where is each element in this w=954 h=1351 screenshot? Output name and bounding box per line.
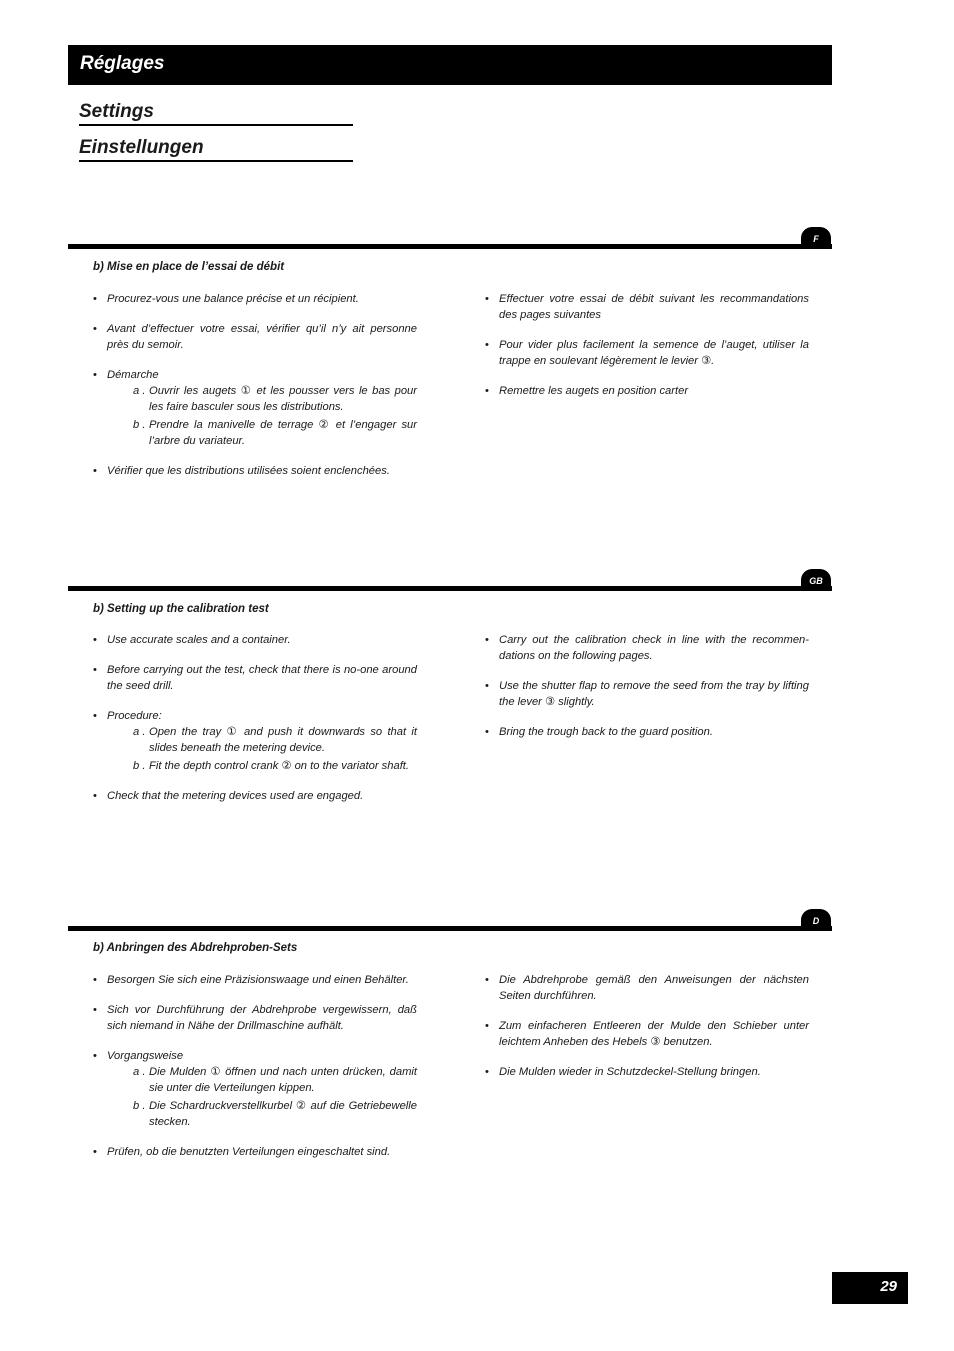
list-item: • Check that the metering devices used are engaged. xyxy=(93,790,364,802)
page-title: Réglages xyxy=(80,53,165,74)
list-item: • Die Abdrehprobe gemäß den Anweisungen der nächsten Seiten durchführen. xyxy=(485,974,809,1002)
list-item: • Besorgen Sie sich eine Präzisionswaage und einen Behälter. xyxy=(93,974,409,986)
list-item: • Démarche xyxy=(93,369,159,381)
list-item: • Effectuer votre essai de débit suivant les recommandations des pages suivantes xyxy=(485,293,809,321)
list-item: • Use accurate scales and a container. xyxy=(93,634,291,646)
list-item: • Avant d’effectuer votre essai, vérifier qu’il n’y ait personne près du semoir. xyxy=(93,323,417,351)
list-item: • Vérifier que les distributions utilisées soient enclenchées. xyxy=(93,465,390,477)
sub-step: b . Prendre la manivelle de terrage ② et l’engager sur l’arbre du variateur. xyxy=(133,419,417,447)
list-item: • Before carrying out the test, check that there is no-one around the seed drill. xyxy=(93,664,417,692)
sub-step: a . Open the tray ① and push it downwards so that it slides beneath the metering device. xyxy=(133,726,417,754)
section-rule-f xyxy=(68,244,832,249)
list-item: • Carry out the calibration check in line with the recommen-dations on the following pages. xyxy=(485,634,809,662)
section-title-gb: b) Setting up the calibration test xyxy=(93,603,269,615)
list-item: • Die Mulden wieder in Schutzdeckel-Stellung bringen. xyxy=(485,1066,761,1078)
sub-step: b . Fit the depth control crank ② on to the variator shaft. xyxy=(133,760,410,772)
sub-step: b . Die Schardruckverstellkurbel ② auf die Getriebewelle stecken. xyxy=(133,1100,417,1128)
section-d-right-column xyxy=(485,972,809,1080)
section-gb-left-column xyxy=(93,632,417,804)
list-item: • Zum einfacheren Entleeren der Mulde den Schieber unter leichtem Anheben des Hebels ③ benutzen. xyxy=(485,1020,809,1048)
language-badge-gb: GB xyxy=(801,569,831,591)
section-rule-d xyxy=(68,926,832,931)
list-item: • Sich vor Durchführung der Abdrehprobe vergewissern, daß sich niemand in Nähe der Drillmaschine aufhält. xyxy=(93,1004,417,1032)
language-badge-f: F xyxy=(801,227,831,249)
header-bar xyxy=(68,45,832,85)
section-gb-right-column xyxy=(485,632,809,740)
sub-step: a . Die Mulden ① öffnen und nach unten drücken, damit sie unter die Verteilungen kippen. xyxy=(133,1066,417,1094)
page-number: 29 xyxy=(880,1278,897,1295)
list-item: • Use the shutter flap to remove the seed from the tray by lifting the lever ③ slightly. xyxy=(485,680,809,708)
section-title-f: b) Mise en place de l’essai de débit xyxy=(93,261,285,273)
list-item: • Procedure: xyxy=(93,710,162,722)
list-item: • Pour vider plus facilement la semence de l’auget, utiliser la trappe en soulevant légèrement le levier ③. xyxy=(485,339,809,367)
section-f-right-column xyxy=(485,291,809,399)
list-item: • Procurez-vous une balance précise et un récipient. xyxy=(93,293,359,305)
section-f-left-column xyxy=(93,291,417,479)
list-item: • Bring the trough back to the guard position. xyxy=(485,726,713,738)
section-d-left-column xyxy=(93,972,417,1160)
subtitle-einstellungen: Einstellungen xyxy=(79,136,353,162)
section-title-d: b) Anbringen des Abdrehproben-Sets xyxy=(93,942,298,954)
list-item: • Prüfen, ob die benutzten Verteilungen eingeschaltet sind. xyxy=(93,1146,391,1158)
list-item: • Vorgangsweise xyxy=(93,1050,184,1062)
subtitle-settings: Settings xyxy=(79,100,353,126)
language-badge-d: D xyxy=(801,909,831,931)
section-rule-gb xyxy=(68,586,832,591)
sub-step: a . Ouvrir les augets ① et les pousser vers le bas pour les faire basculer sous les distributions. xyxy=(133,385,417,413)
list-item: • Remettre les augets en position carter xyxy=(485,385,689,397)
page-number-box xyxy=(832,1272,908,1304)
